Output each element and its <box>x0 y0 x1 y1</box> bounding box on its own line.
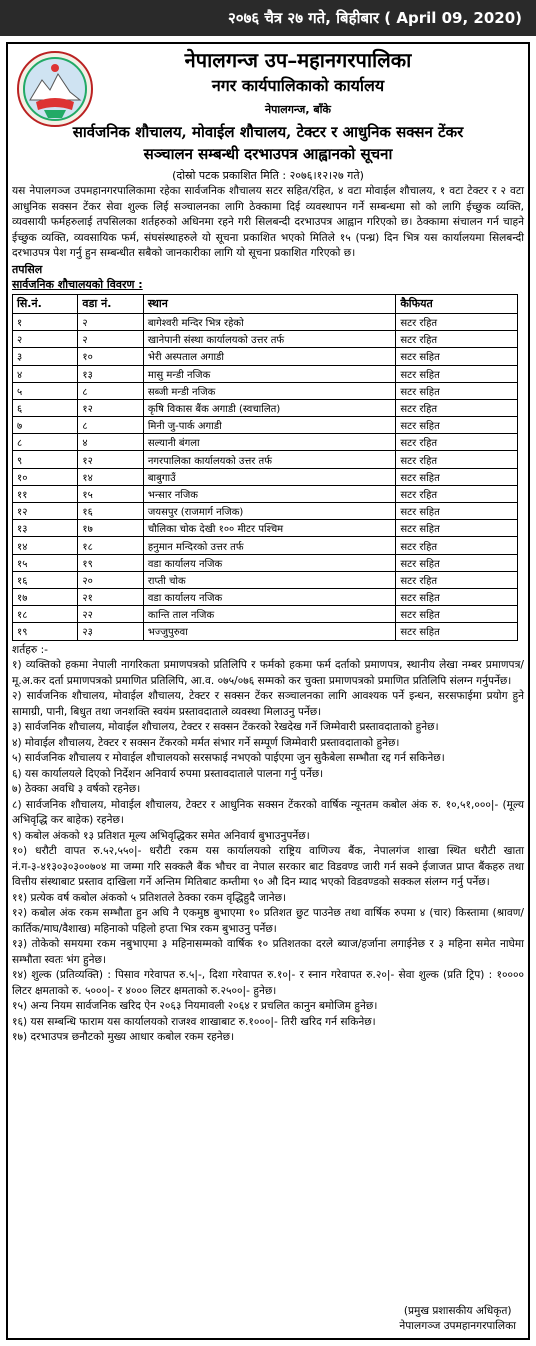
cell-remarks: सटर सहित <box>396 468 518 485</box>
cell-ward: २२ <box>78 606 143 623</box>
table-row <box>13 588 518 605</box>
cell-serial: १६ <box>13 571 78 588</box>
term-item: ११) प्रत्येक वर्ष कबोल अंकको ५ प्रतिशतले ठेक्का रकम वृद्धिहुदै जानेछ। <box>12 891 287 904</box>
cell-place: बागेश्वरी मन्दिर भित्र रहेको <box>143 313 396 330</box>
table-row <box>13 331 518 348</box>
cell-place: भन्सार नजिक <box>143 485 396 502</box>
table-row <box>13 399 518 416</box>
table-row <box>13 313 518 330</box>
cell-remarks: सटर सहित <box>396 365 518 382</box>
table-row <box>13 503 518 520</box>
cell-ward: ४ <box>78 434 143 451</box>
cell-ward: ८ <box>78 382 143 399</box>
term-item: १५) अन्य नियम सार्वजनिक खरिद ऐन २०६३ नियमावली २०६४ र प्रचलित कानुन बमोजिम हुनेछ। <box>12 1000 378 1013</box>
cell-remarks: सटर सहित <box>396 588 518 605</box>
terms-label: शर्तहरु :- <box>12 643 48 656</box>
term-item: १) व्यक्तिको हकमा नेपाली नागरिकता प्रमाणपत्रको प्रतिलिपि र फर्मको हकमा फर्म दर्ताको प्रमाणपत्र, स्थानीय लेखा नम्बर प्रमाणपत्र/मू.अ.कर दर्ता प्रमाणपत्रको प्रमाणित प्रतिलिपि, आ.व. ०७५/०७६ सम्मको कर चुक्ता प्रमाणपत्रको प्रमाणित प्रतिलिपि संलग्न गर्नुपर्नेछ। <box>12 659 524 687</box>
term-item: ७) ठेक्का अवधि ३ वर्षको रहनेछ। <box>12 783 141 796</box>
table-body <box>13 313 518 640</box>
cell-place: मासु मन्डी नजिक <box>143 365 396 382</box>
cell-ward: १९ <box>78 554 143 571</box>
cell-serial: ११ <box>13 485 78 502</box>
cell-place: खानेपानी संस्था कार्यालयको उत्तर तर्फ <box>143 331 396 348</box>
cell-ward: २१ <box>78 588 143 605</box>
term-item: ६) यस कार्यालयले दिएको निर्देशन अनिवार्य रुपमा प्रस्तावदाताले पालना गर्नु पर्नेछ। <box>12 767 324 780</box>
table-row <box>13 451 518 468</box>
cell-ward: २० <box>78 571 143 588</box>
cell-serial: २ <box>13 331 78 348</box>
col-ward: वडा नं. <box>78 294 143 313</box>
cell-serial: १४ <box>13 537 78 554</box>
cell-ward: १४ <box>78 468 143 485</box>
date-text: २०७६ चैत्र २७ गते, बिहीबार ( April 09, 2020) <box>227 9 522 27</box>
cell-serial: १९ <box>13 623 78 640</box>
notice-title-line1: सार्वजनिक शौचालय, मोवाईल शौचालय, टेक्टर र आधुनिक सक्सन टेंकर <box>72 123 464 141</box>
cell-serial: १७ <box>13 588 78 605</box>
cell-ward: २३ <box>78 623 143 640</box>
cell-ward: १२ <box>78 451 143 468</box>
term-item: ८) सार्वजनिक शौचालय, मोवाईल शौचालय, टेक्टर र आधुनिक सक्सन टेंकरको वार्षिक न्यूनतम कबोल अंक रु. १०,५१,०००|- (मूल्य अभिवृद्धि कर बाहेक) रहनेछ। <box>12 798 524 827</box>
term-item: १३) तोकेको समयमा रकम नबुभाएमा ३ महिनासम्मको वार्षिक १० प्रतिशतका दरले ब्याज/हर्जाना लगाईनेछ र ३ महिना समेत नाघेमा सम्भौता स्वतः भंग हुनेछ। <box>12 938 524 966</box>
cell-remarks: सटर रहित <box>396 399 518 416</box>
term-item: ९) कबोल अंकको १३ प्रतिशत मूल्य अभिवृद्धिकर समेत अनिवार्य बुभाउनुपर्नेछ। <box>12 829 310 842</box>
col-place: स्थान <box>143 294 396 313</box>
org-name: नेपालगन्ज उप–महानगरपालिका <box>184 48 412 72</box>
notice-header <box>8 44 528 184</box>
cell-ward: १३ <box>78 365 143 382</box>
signature-org: नेपालगञ्ज उपमहानगरपालिका <box>399 1320 516 1332</box>
term-item: २) सार्वजनिक शौचालय, मोवाईल शौचालय, टेक्टर र सक्सन टेंकर सञ्चालनका लागि आवश्यक पर्ने इन्धन, सरसफाईमा प्रयोग हुने सामाग्री, पानी, बिधुत तथा जनशक्ति स्वयंम प्रस्तावदाताले व्यवस्था मिलाउनु पर्नेछ। <box>12 690 524 718</box>
terms-list <box>12 658 524 1046</box>
cell-remarks: सटर रहित <box>396 485 518 502</box>
cell-remarks: सटर सहित <box>396 382 518 399</box>
cell-serial: १२ <box>13 503 78 520</box>
cell-remarks: सटर रहित <box>396 571 518 588</box>
cell-remarks: सटर सहित <box>396 623 518 640</box>
table-row <box>13 537 518 554</box>
cell-place: वडा कार्यालय नजिक <box>143 588 396 605</box>
toilet-table <box>12 294 518 641</box>
cell-place: सल्यानी बंगला <box>143 434 396 451</box>
table-row <box>13 623 518 640</box>
cell-place: बाबुगाउँ <box>143 468 396 485</box>
cell-place: भज्जुपुरुवा <box>143 623 396 640</box>
table-row <box>13 382 518 399</box>
cell-ward: ८ <box>78 417 143 434</box>
cell-remarks: सटर रहित <box>396 331 518 348</box>
cell-remarks: सटर सहित <box>396 417 518 434</box>
table-label: सार्वजनिक शौचालयको विवरण : <box>12 277 143 291</box>
table-row <box>13 554 518 571</box>
cell-ward: २ <box>78 313 143 330</box>
cell-place: कान्ति ताल नजिक <box>143 606 396 623</box>
term-item: ३) सार्वजनिक शौचालय, मोवाईल शौचालय, टेक्टर र सक्सन टेंकरको रेखदेख गर्ने जिम्मेवारी प्रस्तावदाताको हुनेछ। <box>12 721 439 734</box>
cell-serial: १५ <box>13 554 78 571</box>
table-row <box>13 571 518 588</box>
term-item: १२) कबोल अंक रकम सम्भौता हुन अघि नै एकमुष्ठ बुभाएमा १० प्रतिशत छुट पाउनेछ तथा वार्षिक रुपमा ४ (चार) किस्तामा (श्रावण/कार्तिक/माघ/वैशाख) महिनाको पहिलो हप्ता भित्र रकम बुभाउनु पर्नेछ। <box>12 907 524 935</box>
table-row <box>13 520 518 537</box>
cell-place: जयसपुर (राजमार्ग नजिक) <box>143 503 396 520</box>
term-item: १४) शुल्क (प्रतिव्यक्ति) : पिसाव गरेवापत रु.५|-, दिशा गरेवापत रु.१०|- र स्नान गरेवापत रु.२०|- सेवा शुल्क (प्रति ट्रिप) : १०००० लिटर क्षमताको रु. ५०००|- र ४००० लिटर क्षमताको रु.२५००|- हुनेछ। <box>12 969 524 997</box>
signature-block <box>399 1304 516 1334</box>
cell-serial: १३ <box>13 520 78 537</box>
cell-ward: १८ <box>78 537 143 554</box>
cell-place: चौलिका चोक देखी १०० मीटर पश्चिम <box>143 520 396 537</box>
table-header-row <box>13 294 518 313</box>
cell-remarks: सटर सहित <box>396 520 518 537</box>
table-row <box>13 606 518 623</box>
term-item: १६) यस सम्बन्धि फाराम यस कार्यालयको राजश्व शाखाबाट रु.१०००|- तिरी खरिद गर्न सकिनेछ। <box>12 1015 376 1028</box>
cell-remarks: सटर सहित <box>396 503 518 520</box>
term-item: १७) दरभाउपत्र छनौटको मुख्य आधार कबोल रकम रहनेछ। <box>12 1031 235 1044</box>
cell-remarks: सटर रहित <box>396 451 518 468</box>
cell-serial: १८ <box>13 606 78 623</box>
cell-serial: ४ <box>13 365 78 382</box>
cell-ward: १५ <box>78 485 143 502</box>
cell-remarks: सटर सहित <box>396 348 518 365</box>
notice-frame <box>6 42 530 1340</box>
cell-place: नगरपालिका कार्यालयको उत्तर तर्फ <box>143 451 396 468</box>
cell-ward: १२ <box>78 399 143 416</box>
cell-place: भेरी अस्पताल अगाडी <box>143 348 396 365</box>
col-remarks: कैफियत <box>396 294 518 313</box>
table-row <box>13 468 518 485</box>
cell-place: राप्ती चोक <box>143 571 396 588</box>
office-name: नगर कार्यपालिकाको कार्यालय <box>211 76 385 95</box>
details-label: तपसिल <box>12 262 43 276</box>
cell-serial: १० <box>13 468 78 485</box>
cell-serial: ५ <box>13 382 78 399</box>
table-row <box>13 348 518 365</box>
term-item: ५) सार्वजनिक शौचालय र मोवाईल शौचालयको सरसफाई नभएको पाईएमा जुन सुकैबेला सम्भौता रद्द गर्न सकिनेछ। <box>12 752 445 765</box>
table-row <box>13 485 518 502</box>
signature-title: (प्रमुख प्रशासकीय अधिकृत) <box>403 1305 512 1317</box>
cell-serial: ६ <box>13 399 78 416</box>
published-date: (दोस्रो पटक प्रकाशित मिति : २०७६।१२।२७ गते) <box>172 169 364 182</box>
cell-remarks: सटर सहित <box>396 554 518 571</box>
term-item: ४) मोवाईल शौचालय, टेक्टर र सक्सन टेंकरको मर्मत संभार गर्ने सम्पूर्ण जिम्मेवारी प्रस्तावदाताको हुनेछ। <box>12 736 400 749</box>
table-row <box>13 417 518 434</box>
cell-ward: २ <box>78 331 143 348</box>
cell-remarks: सटर रहित <box>396 313 518 330</box>
cell-remarks: सटर सहित <box>396 606 518 623</box>
notice-title-line2: सञ्चालन सम्बन्धी दरभाउपत्र आह्वानको सूचना <box>143 145 393 163</box>
cell-place: सब्जी मन्डी नजिक <box>143 382 396 399</box>
cell-serial: ७ <box>13 417 78 434</box>
cell-remarks: सटर रहित <box>396 434 518 451</box>
table-row <box>13 434 518 451</box>
intro-paragraph: यस नेपालगञ्ज उपमहानगरपालिकामा रहेका सार्वजनिक शौचालय सटर सहित/रहित, ४ वटा मोवाईल शौचालय, १ वटा टेक्टर र २ वटा आधुनिक सक्सन टेंकर सेवा शुल्क लिई सञ्चालनका लागि ठेक्कामा दिई व्यवस्थापन गर्ने सम्बन्धमा सो को लागि ईच्छुक व्यक्ति, व्यवसायी फर्महरुलाई तपसिलका शर्तहरुको अधिनमा रहने गरी सिलबन्दी दरभाउपत्र आह्वान गरिएको छ। ठेक्कामा संचालन गर्न चाहने ईच्छुक व्यक्ति, व्यवसायिक फर्म, संघसंस्थाहरुले यो सूचना प्रकाशित भएको मितिले १५ (पन्ध्र) दिन भित्र यस कार्यालयमा सिलबन्दी दरभाउपत्र पेश गर्नु हुन सम्बन्धीत सबैको जानकारीका लागि यो सूचना प्रकाशित गरिएको छ। <box>12 185 524 260</box>
cell-ward: १० <box>78 348 143 365</box>
cell-serial: ९ <box>13 451 78 468</box>
cell-place: कृषि विकास बैंक अगाडी (स्वचालित) <box>143 399 396 416</box>
office-location: नेपालगन्ज, बाँके <box>265 103 331 116</box>
cell-serial: ८ <box>13 434 78 451</box>
cell-place: हनुमान मन्दिरको उत्तर तर्फ <box>143 537 396 554</box>
table-row <box>13 365 518 382</box>
term-item: १०) धरौटी वापत रु.५२,५५०|- धरौटी रकम यस कार्यालयको राष्ट्रिय वाणिज्य बैंक, नेपालगंज शाखा स्थित धरौटी खाता नं.ग-३-४१३०३०३००७०४ मा जम्मा गरि सक्कलै बैंक भौचर वा नेपाल सरकार बाट विडवण्ड जारी गर्न सक्ने ईजाजत प्राप्त बैंकहरु तथा वित्तीय संस्थाबाट प्रस्ताव दाखिला गर्ने अन्तिम मितिबाट कम्तीमा ९० औ दिन म्याद भएको विडवण्डको सक्कल संलग्न गर्नु पर्नेछ। <box>12 845 524 889</box>
date-bar <box>0 0 536 36</box>
cell-remarks: सटर रहित <box>396 537 518 554</box>
cell-serial: ३ <box>13 348 78 365</box>
col-serial: सि.नं. <box>13 294 78 313</box>
cell-ward: १६ <box>78 503 143 520</box>
cell-serial: १ <box>13 313 78 330</box>
cell-place: मिनी जु-पार्क अगाडी <box>143 417 396 434</box>
cell-place: वडा कार्यालय नजिक <box>143 554 396 571</box>
terms-section <box>8 641 528 1046</box>
cell-ward: १७ <box>78 520 143 537</box>
